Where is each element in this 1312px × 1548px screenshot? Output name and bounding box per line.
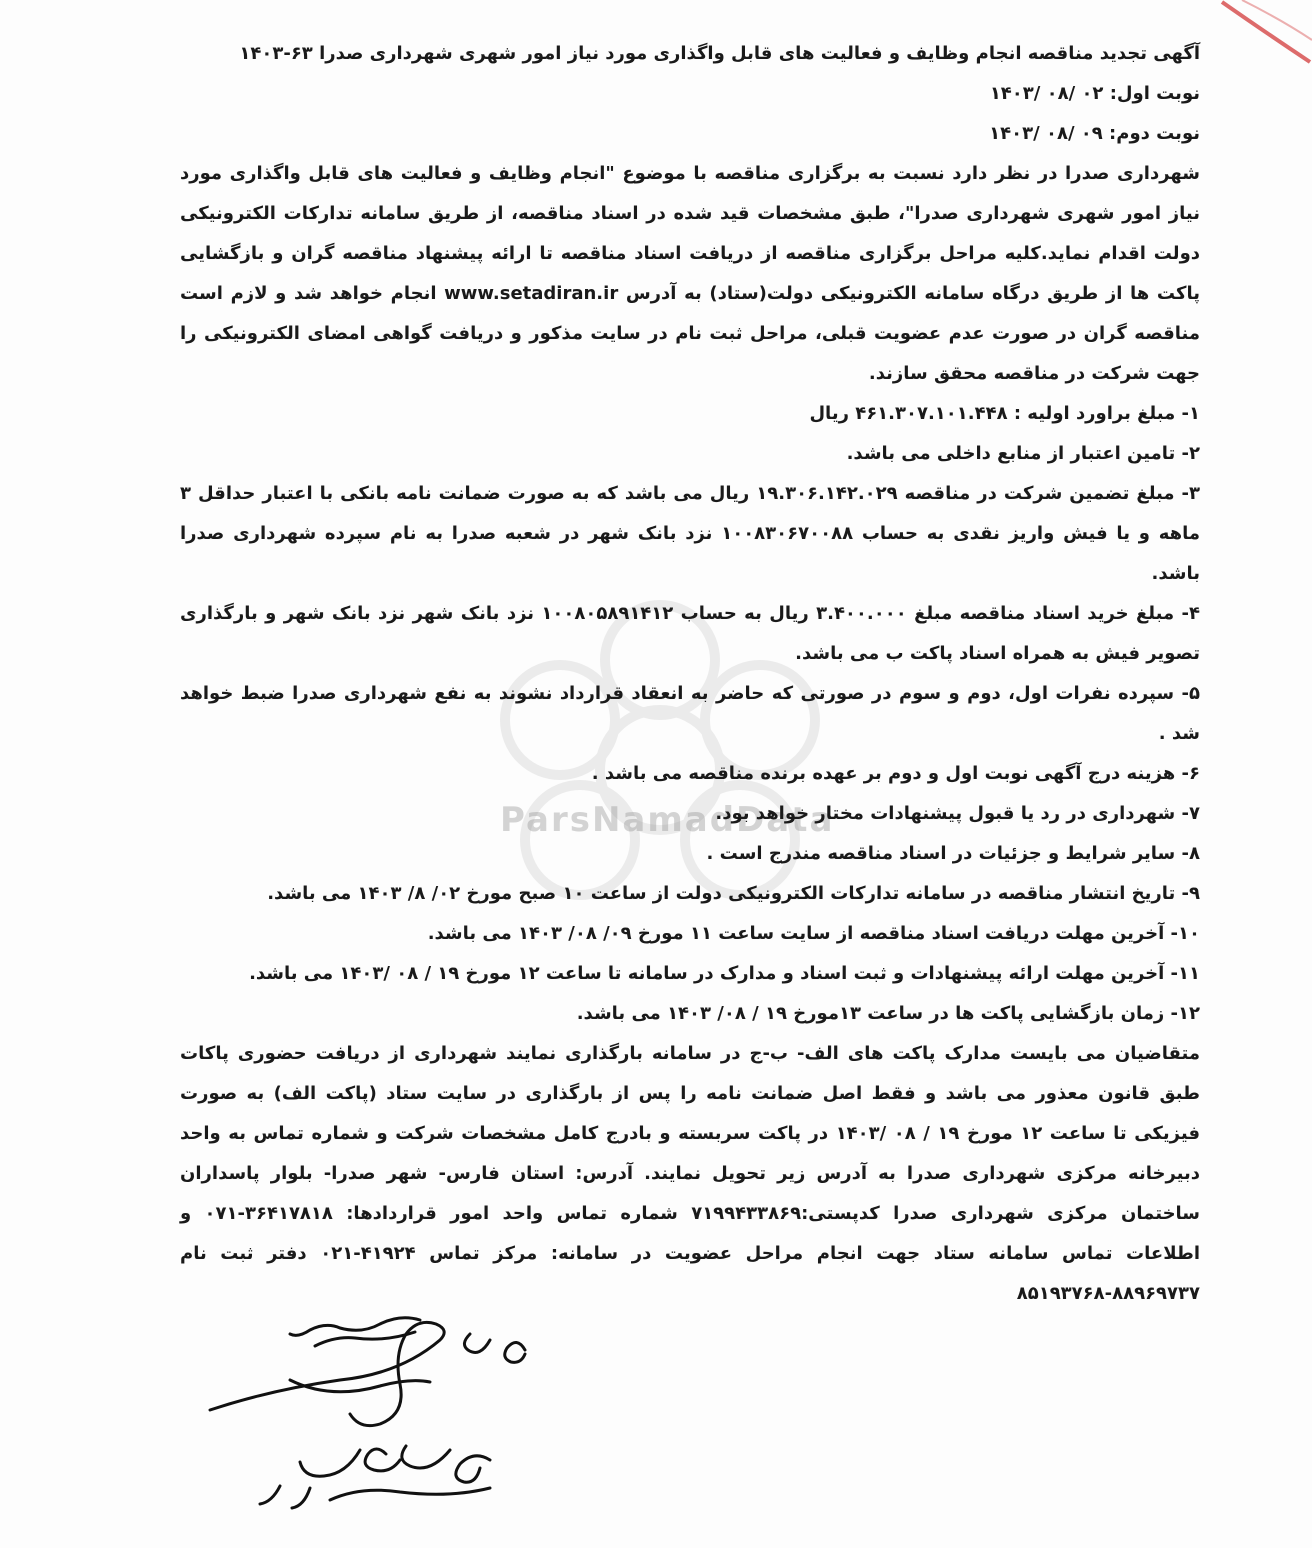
- round-first: نوبت اول: ۰۲ /۰۸ /۱۴۰۳: [989, 83, 1200, 104]
- list-item: ۱۲- زمان بازگشایی پاکت ها در ساعت ۱۳مورخ ۱۹ / ۰۸/ ۱۴۰۳ می باشد.: [576, 1003, 1200, 1024]
- list-item: ۳- مبلغ تضمین شرکت در مناقصه ۱۹.۳۰۶.۱۴۲.۰۲۹ ریال می باشد که به صورت ضمانت نامه بانکی با اعتبار حداقل ۳ ماهه و یا فیش واریز نقدی به حساب ۱۰۰۸۳۰۶۷۰۰۸۸ نزد بانک شهر در شعبه صدرا به نام سپرده شهرداری صدرا باشد.: [180, 483, 1201, 584]
- notice-title: آگهی تجدید مناقصه انجام وظایف و فعالیت های قابل واگذاری مورد نیاز امور شهری شهرداری صدرا ۶۳-۱۴۰۳: [239, 43, 1200, 64]
- list-item: ۱- مبلغ براورد اولیه : ۴۶۱.۳۰۷.۱۰۱.۴۴۸ ریال: [809, 403, 1200, 424]
- intro-text-end: انجام خواهد شد و لازم است مناقصه گران در صورت عدم عضویت قبلی، مراحل ثبت نام در سایت مذکور و دریافت گواهی امضای الکترونیکی را جهت شرکت در مناقصه محقق سازند.: [180, 283, 1200, 384]
- list-item: ۸- سایر شرایط و جزئیات در اسناد مناقصه مندرج است .: [706, 843, 1200, 864]
- watermark-text: ParsNamadData: [500, 800, 835, 840]
- list-item: ۹- تاریخ انتشار مناقصه در سامانه تدارکات الکترونیکی دولت از ساعت ۱۰ صبح مورخ ۰۲/ ۸/ ۱۴۰۳ می باشد.: [267, 883, 1200, 904]
- corner-mark: [1202, 0, 1312, 80]
- list-item: ۴- مبلغ خرید اسناد مناقصه مبلغ ۳.۴۰۰.۰۰۰ ریال به حساب ۱۰۰۸۰۵۸۹۱۴۱۲ نزد بانک شهر نزد بانک شهر و بارگذاری تصویر فیش به همراه اسناد پاکت ب می باشد.: [180, 603, 1201, 664]
- notice-body: [180, 34, 1200, 1314]
- handwritten-signature: [190, 1310, 570, 1520]
- list-item: ۱۱- آخرین مهلت ارائه پیشنهادات و ثبت اسناد و مدارک در سامانه تا ساعت ۱۲ مورخ ۱۹ / ۰۸ /۱۴۰۳ می باشد.: [249, 963, 1200, 984]
- list-item: ۷- شهرداری در رد یا قبول پیشنهادات مختار خواهد بود.: [715, 803, 1200, 824]
- intro-text-start: شهرداری صدرا در نظر دارد نسبت به برگزاری مناقصه با موضوع "انجام وظایف و فعالیت های قابل واگذاری مورد نیاز امور شهری شهرداری صدرا"، طبق مشخصات قید شده در اسناد مناقصه، از طریق سامانه تدارکات الکترونیکی دولت اقدام نماید.کلیه مراحل برگزاری مناقصه از دریافت اسناد مناقصه تا ارائه پیشنهاد مناقصه گران و بازگشایی پاکت ها از طریق درگاه سامانه الکترونیکی دولت(ستاد) به آدرس: [180, 163, 1200, 304]
- list-item: ۶- هزینه درج آگهی نوبت اول و دوم بر عهده برنده مناقصه می باشد .: [591, 763, 1200, 784]
- round-second: نوبت دوم: ۰۹ /۰۸ /۱۴۰۳: [989, 123, 1200, 144]
- list-item: ۵- سپرده نفرات اول، دوم و سوم در صورتی که حاضر به انعقاد قرارداد نشوند به نفع شهرداری صدرا ضبط خواهد شد .: [180, 683, 1200, 744]
- list-item: ۲- تامین اعتبار از منابع داخلی می باشد.: [846, 443, 1200, 464]
- setad-url-link[interactable]: www.setadiran.ir: [444, 283, 619, 304]
- intro-paragraph: [180, 154, 1200, 394]
- list-item: ۱۰- آخرین مهلت دریافت اسناد مناقصه از سایت ساعت ۱۱ مورخ ۰۹/ ۰۸/ ۱۴۰۳ می باشد.: [427, 923, 1200, 944]
- closing-paragraph: متقاضیان می بایست مدارک پاکت های الف- ب-ج در سامانه بارگذاری نمایند شهرداری از دریافت حضوری پاکات طبق قانون معذور می باشد و فقط اصل ضمانت نامه را پس از بارگذاری در سایت ستاد (پاکت الف) به صورت فیزیکی تا ساعت ۱۲ مورخ ۱۹ / ۰۸ /۱۴۰۳ در پاکت سربسته و بادرج کامل مشخصات شرکت و شماره تماس به واحد دبیرخانه مرکزی شهرداری صدرا به آدرس زیر تحویل نمایند. آدرس: استان فارس- شهر صدرا- بلوار پاسداران ساختمان مرکزی شهرداری صدرا کدپستی:۷۱۹۹۴۳۳۸۶۹ شماره تماس واحد امور قراردادها: ۳۶۴۱۷۸۱۸-۰۷۱ و اطلاعات تماس سامانه ستاد جهت انجام مراحل عضویت در سامانه: مرکز تماس ۴۱۹۲۴-۰۲۱ دفتر ثبت نام ۸۸۹۶۹۷۳۷-۸۵۱۹۳۷۶۸: [180, 1043, 1201, 1304]
